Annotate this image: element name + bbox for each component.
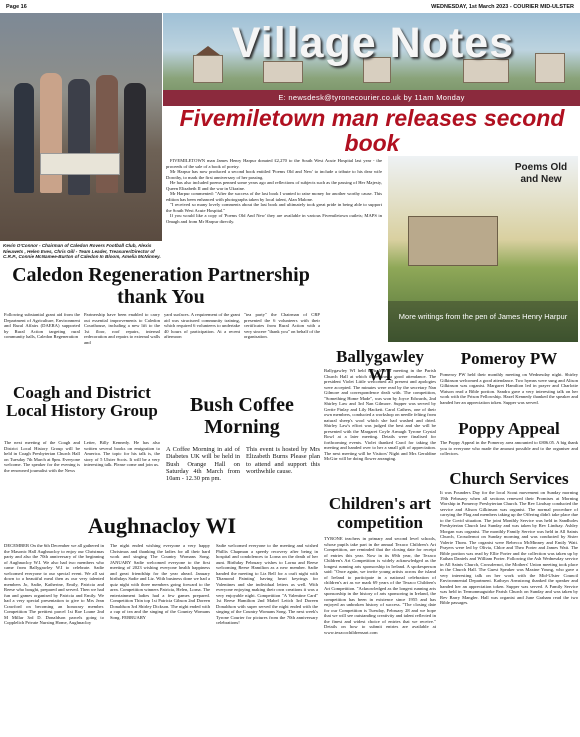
aughnacloy-col-2: The night ended wishing everyone a very happy Christmas and thanking the ladies for all their hard work and singing The Country Womans Song. JANUARY Sadie welcomed everyone to the first meeting of 2023 wishing everyone health happiness and great friendship for the year ahead. January birthdays Sadie and Liz. With business done we had a quiz night with three members going forward to the area. Competition winners Patricia, Helen, Lorna. The entertainment ladies had a few games prepared. Competition Thin top 1st Patricia Gibson 2nd Doreen Donaldson 3rd Shirley Dickson. The night ended with a cup of tea and the singing of the Country Womans Song. FEBRUARY bbox=[110, 543, 210, 620]
poppy-headline: Poppy Appeal bbox=[458, 419, 560, 438]
bush-col-2: This event is hosted by Mrs Elizabeth Burns Please plan to attend and support this worthwhile cause. bbox=[246, 446, 320, 475]
caledon-headline: Caledon Regeneration Partnership thank You bbox=[12, 264, 310, 308]
article-paragraph: He has also included poems penned some years ago and reflections of subjects such as the passing of Her Majesty, Queen Elizabeth II and the war in Ukraine. bbox=[166, 180, 382, 191]
caledon-col-3: yard surfaces. A requirement of the grant aid was structured community training, which required 6 volunteers to undertake 40 hours of participation. At a recent afternoon bbox=[164, 312, 240, 339]
bush-headline: Bush Coffee Morning bbox=[190, 394, 294, 438]
article-paragraph: Mr Harpur commented: "After the success of the last book I wanted to raise money for another worthy cause. This edition has been enhanced with photographs taken by local talent, Alan Malone. bbox=[166, 191, 382, 202]
book-footer: More writings from the pen of James Henry Harpur bbox=[398, 312, 568, 321]
group-photo bbox=[0, 13, 162, 241]
person-figure bbox=[68, 79, 90, 195]
article-paragraph: FIVEMILETOWN man James Henry Harpur donated £2,270 to the South West Acute Hospital last year - the proceeds of the sale of a book of poetry. bbox=[166, 158, 382, 169]
book-cover bbox=[388, 156, 578, 342]
poppy-body: The Poppy Appeal in the Pomeroy area amounted to £806.05. A big thank you to everyone who made the amount possible and to the organiser and collectors. bbox=[440, 440, 578, 456]
pomeroy-pw-headline: Pomeroy PW bbox=[460, 349, 558, 368]
caledon-col-1: Following substantial grant aid from the Department of Agriculture, Environment and Rural Affairs (DAERA) supported by Rural Action targeting rural community halls, Caledon Regeneration bbox=[4, 312, 80, 339]
village-notes-banner bbox=[163, 13, 580, 106]
ballygawley-body: Ballygawley WI held their March meeting in the Parish Church Hall at which there was a good attendance. The president Violet Little welcomed all present and apologies were accepted. The minutes were read by the secretary Nan Gilmore and correspondence dealt with. The competition, "Something Home Made", was won by Joyce Edwards, 2nd Shirley Law and 3rd Nan Gilmore. Supper was served by Gertie Finlay and Lily Hackett. Carol Cathers, one of their own members, conducted a workshop on needle felting from natural sheep's wool which she had washed and dried. Shirley Law's effort was judged the best and she will be presented with the Margaret Coyle Armagh Tyrone Crystal Bowl at a later meeting. Details were finalised for forthcoming events. Violet thanked Carol for taking the meeting and handed over to her a small gift of appreciation. The next meeting will be Visitors' Night and Mrs Geraldine McGirr will be doing flower arranging. bbox=[324, 368, 436, 461]
photo-caption: Kevin O'Connor - Chairman of Caledon Rovers Football Club, Alexis Nieuwets , Helen Eves, Chris Gill - Team Leader, Treasurer/Director of C.R.P., Connie McNamee-Burton of Caledon In Bloom, Amelia McNinney. bbox=[3, 243, 161, 259]
aughnacloy-col-3: Sadie welcomed everyone to the meeting and wished Phillis Chapman a speedy recovery after being in hospital and condolences to Lorna on the death of her aunt. Birthday February wishes to Lorna and Reese welcoming Reese Hamilton as a new member. Sadie handed the meeting to Liz Bell for a craft night with 'Diamond Painting' having heart keyrings for Valentines and she individual letters as well. With everyone enjoying making their own creations it was a very enjoyable night. Competition "A Valentine Card" 1st Reese Hamilton 2nd Mabel Leitch 3rd Doreen Donaldson with super served the night ended with the singing of the Country Womans Song. The next week's Tyrone Courier for pictures from the 70th anniversary celebrations! bbox=[216, 543, 318, 625]
pomeroy-pw-body: Pomeroy PW held their monthly meeting on Wednesday night. Shirley Gilkinson welcomed a good attendance. Two hymns were sung and Alison Gilkinson was organist. Margaret Hamilton led in prayer and Charlotte Watson read a Bible portion. Sandra gave a very interesting talk on her work with the Prison Fellowship. Hazel Kennedy thanked the speaker and handed her an appreciation token. Supper was served. bbox=[440, 372, 578, 405]
fivemiletown-headline: Fivemiletown man releases second book bbox=[179, 105, 565, 156]
caledon-col-4: "tea party" the Chairman of CRP presented the 6 volunteers with their certificates from Rural Action with a very sincere "thank you" on behalf of the organisation. bbox=[244, 312, 320, 339]
caledon-col-2: Partnership have been enabled to carry out essential improvements to Caledon Courthouse, including a new lift to the 1st floor, roof repairs, internal redecoration and repairs to external walls and bbox=[84, 312, 160, 345]
person-figure bbox=[96, 75, 118, 193]
person-figure bbox=[14, 83, 34, 193]
church-headline: Church Services bbox=[449, 469, 569, 488]
bush-col-1: A Coffee Morning in aid of Diabetes UK will be held in Bush Orange Hall on Saturday 4th March from 10am - 12.30 pm pm. bbox=[166, 446, 240, 483]
person-figure bbox=[40, 73, 62, 193]
aughnacloy-col-1: DECEMBER On the 6th December we all gathered in the Masonic Hall Aughnacloy to enjoy our Christmas party and also the 70th anniversary of the beginning of Aughnacloy W.I. We also had two members who came from Ballygawley W.I to celebrate. Sadie welcomed everyone to our special event. We all sat down to a beautiful meal then as our very talented members Jo, Sadie, Katherine, Emily, Patricia and Reese who bought, prepared and served. Then we had fun and games organised by Patricia and Emily. We had a very special presentation to give to Mrs Jean Crawford on becoming an honorary member. Competition The prettiest parcel 1st Rae Loane 2nd M Millar 3rd D. Donaldson parcels going to Copplelich Private Nursing Home, Aughnacloy bbox=[4, 543, 104, 625]
person-figure bbox=[124, 83, 146, 193]
article-paragraph: If you would like a copy of 'Poems Old And New' they are available in various Fivemiletown outlets; MAPS in Omagh and from Mr Harpur directly. bbox=[166, 213, 382, 224]
house-illustration bbox=[408, 216, 498, 266]
coagh-col-2: Letter, Billy Kennedy. He has also written several books on emigration to America. The topic for his talk is, the story of 5 Ulster Scots. It will be a very interesting talk. Please come and join us. bbox=[84, 440, 160, 467]
coagh-col-1: The next meeting of the Coagh and District Local History Group will be held in Coagh Presbyterian Church Hall on Tuesday 7th March at 8pm. Everyone welcome. The speaker for the evening is the renowned journalist with the News bbox=[4, 440, 80, 473]
childrens-headline: Children's art competition bbox=[328, 494, 432, 532]
article-paragraph: "I received so many lovely comments about the last book and ultimately took great pride in being able to support the South West Acute Hospital." bbox=[166, 202, 382, 213]
aughnacloy-headline: Aughnacloy WI bbox=[87, 513, 237, 538]
page-header bbox=[0, 0, 580, 12]
coagh-headline: Coagh and District Local History Group bbox=[6, 383, 158, 420]
certificate bbox=[40, 153, 120, 175]
article-paragraph: Mr Harpur has now produced a second book entitled 'Poems Old and New' to include a tribute to his dear wife Dorothy, to mark the first anniversary of her passing. bbox=[166, 169, 382, 180]
page-number: Page 16 bbox=[6, 4, 27, 10]
banner-email: E: newsdesk@tyronecourier.co.uk by 11am Monday bbox=[163, 90, 580, 106]
ballygawley-headline: Ballygawley WI bbox=[336, 347, 424, 384]
banner-title: Village Notes bbox=[231, 19, 515, 67]
childrens-body: TYRONE teachers in primary and second level schools, whose pupils take part in the annual Texaco Children's Art Competition, are reminded that the closing date for receipt of entries this year. Now in its 69th year, the Texaco Children's Art Competition is widely acknowledged as the longest running arts sponsorship in Ireland. A spokesperson said: "Once again, we invite young artists across the island of Ireland to participate in a national celebration of children's art as we mark 69 years of the Texaco Children's Art Competition. "Acknowledged as the longest running arts sponsorship in the history of arts sponsoring in Ireland, the competition has been in existence since 1955 and has enjoyed an unbroken history of success. "The closing date for our Competition is Tuesday, February 28 and we hope that we will see outstanding creativity and talent reflected in the finest and widest choice of entries that we receive." Details on how to submit entries are available at www.texacochildrensart.com bbox=[324, 536, 436, 635]
church-body: It was Founders Day for the local Scout movement on Sunday morning 19th February when all sections renewed their Promises at Morning Worship in Pomeroy Presbyterian Church. The Rev Lindsay conducted the service and Alison Gilkinson was organist. The normal procedure of carrying the Flag and members taking up the Offering didn't take place due to the Covid situation. The joint Monthly Service was held in Sandholes Presbyterian Church last Sunday and was taken by Rev Lindsay. Ashley Morgan was organist. The monthly Family Service was held in All Saints Church, Crossdernot on Sunday morning and was conducted by Sister Valerie Thom. The organist were Rebecca McMinney and Emily Watt. Prayers were led by Olivia, Chloe and Theo Porter and James Watt. The Bible portion was read by Ellie Porter and the collection was taken up by Eathan Daniels and William Porter. Following the Ash Wednesday service in All Saints Church, Crossdernot, the Mothers' Union meeting took place in the Church Hall. The Guest Speaker was Maxine Young, who gave a very interesting talk on her work with the Mid-Ulster Council Environmental Department. Kathryn Armstrong thanked the speaker and handed her an appreciation token. Supper was served. A Family Service was held in Termonmaguirke Parish Church on Sunday and was taken by Rev Barry Mangler. Hall was organist and June Graham read the two Bible passages. bbox=[440, 490, 578, 605]
book-footer-panel bbox=[388, 301, 578, 342]
dateline: WEDNESDAY, 1st March 2023 - COURIER MID-ULSTER bbox=[431, 4, 574, 10]
book-title: Poems Old and New bbox=[514, 162, 568, 185]
